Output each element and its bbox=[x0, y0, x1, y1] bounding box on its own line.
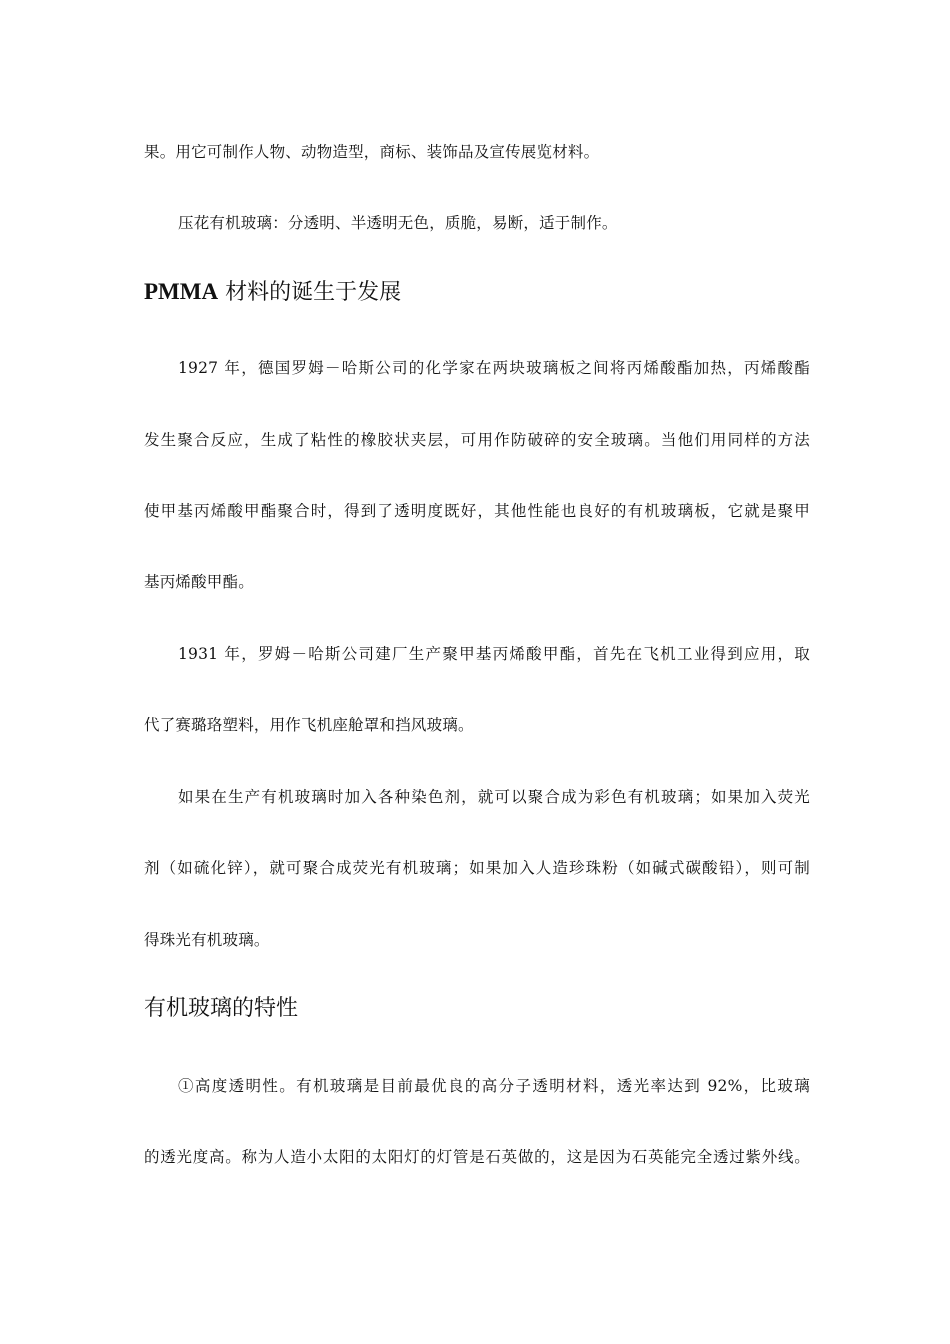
paragraph-line: 1927 年，德国罗姆－哈斯公司的化学家在两块玻璃板之间将丙烯酸酯加热，丙烯酸酯 bbox=[178, 359, 810, 377]
paragraph-line: 代了赛璐珞塑料，用作飞机座舱罩和挡风玻璃。 bbox=[144, 716, 474, 734]
heading-latin: PMMA bbox=[144, 279, 219, 304]
paragraph-line: 的透光度高。称为人造小太阳的太阳灯的灯管是石英做的，这是因为石英能完全透过紫外线。 bbox=[144, 1148, 810, 1166]
paragraph-line: 压花有机玻璃：分透明、半透明无色，质脆，易断，适于制作。 bbox=[178, 214, 618, 232]
paragraph-line: 发生聚合反应，生成了粘性的橡胶状夹层，可用作防破碎的安全玻璃。当他们用同样的方法 bbox=[144, 431, 810, 449]
paragraph-line: 得珠光有机玻璃。 bbox=[144, 931, 270, 949]
heading-text: 材料的诞生于发展 bbox=[218, 280, 402, 305]
paragraph-line: 1931 年，罗姆－哈斯公司建厂生产聚甲基丙烯酸甲酯，首先在飞机工业得到应用，取 bbox=[178, 645, 810, 663]
paragraph-line: 剂（如硫化锌），就可聚合成荧光有机玻璃；如果加入人造珍珠粉（如碱式碳酸铅），则可制 bbox=[144, 859, 810, 877]
paragraph-line: 果。用它可制作人物、动物造型，商标、装饰品及宣传展览材料。 bbox=[144, 143, 600, 161]
section-heading-pmma bbox=[144, 277, 401, 308]
paragraph-line: ①高度透明性。有机玻璃是目前最优良的高分子透明材料，透光率达到 92%，比玻璃 bbox=[178, 1077, 810, 1095]
paragraph-line: 基丙烯酸甲酯。 bbox=[144, 573, 254, 591]
paragraph-line: 使甲基丙烯酸甲酯聚合时，得到了透明度既好，其他性能也良好的有机玻璃板，它就是聚甲 bbox=[144, 502, 810, 520]
section-heading-properties: 有机玻璃的特性 bbox=[144, 996, 299, 1021]
paragraph-line: 如果在生产有机玻璃时加入各种染色剂，就可以聚合成为彩色有机玻璃；如果加入荧光 bbox=[178, 788, 810, 806]
